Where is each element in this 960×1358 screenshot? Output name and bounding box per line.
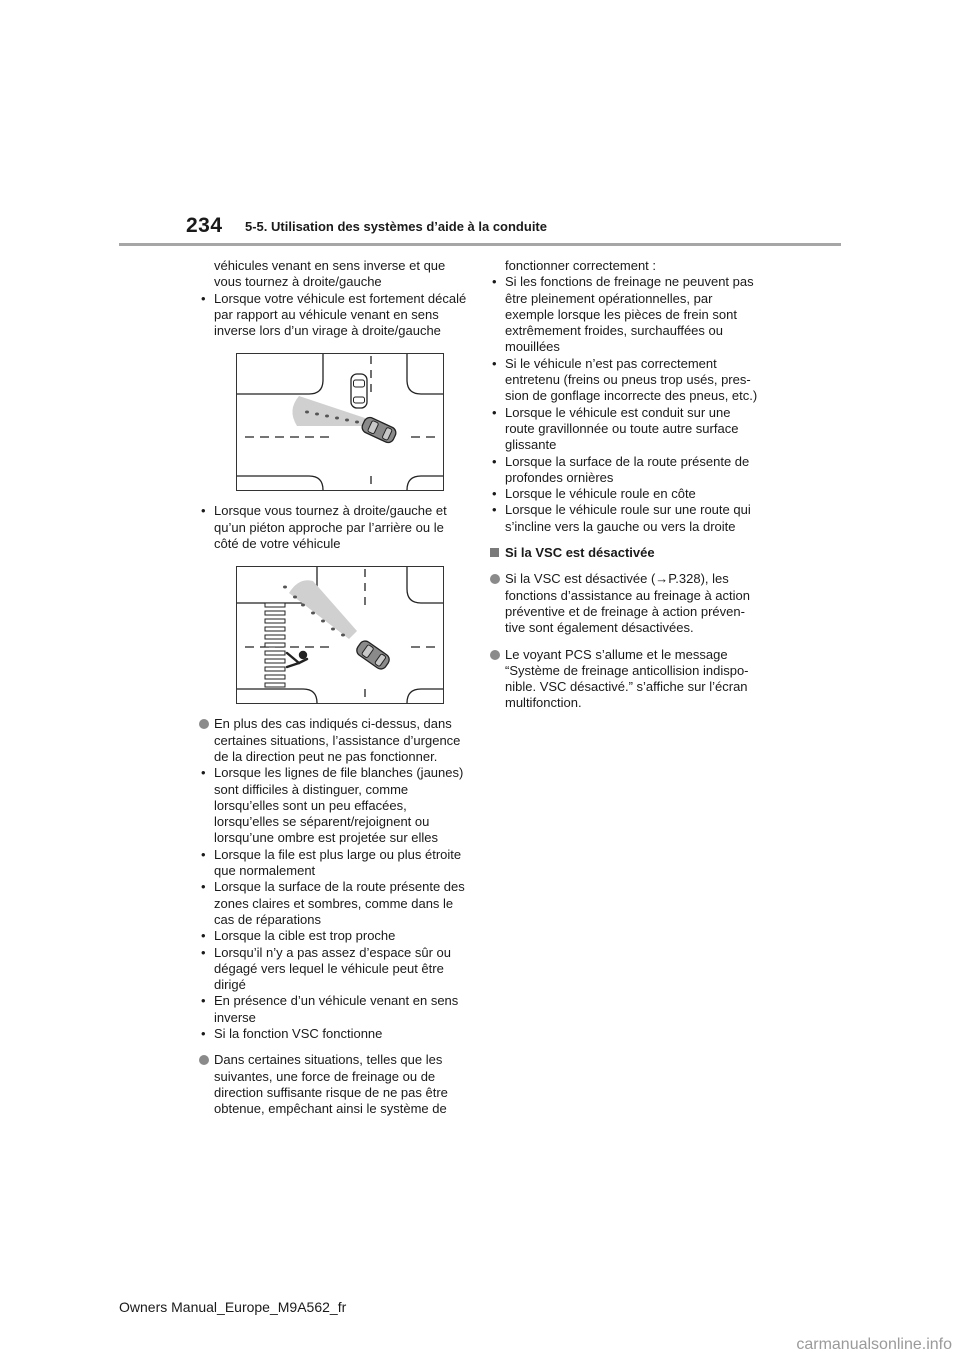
list-item: • Lorsque le véhicule roule en côte <box>492 486 696 502</box>
bullet-dot-icon: • <box>492 486 497 502</box>
bullet-dot-icon: • <box>492 274 497 290</box>
list-item: • Lorsque la file est plus large ou plus étroite que normalement <box>201 846 462 879</box>
pedestrian-crossing-diagram <box>237 567 443 703</box>
bullet-dot-icon: • <box>201 503 206 519</box>
bullet-dot-icon: • <box>492 404 497 420</box>
bullet-dot-icon: • <box>201 290 206 306</box>
header-rule <box>119 243 841 246</box>
bullet-dot-icon: • <box>201 993 206 1009</box>
page-number: 234 <box>186 214 223 237</box>
bullet-dot-icon: • <box>201 944 206 960</box>
list-item: • Lorsque les lignes de file blanches (jaunes) sont difficiles à distinguer, comme lorsqu’elles sont un peu effacées, lorsqu’elles se séparent/rejoignent ou lorsqu’une ombre est projetée sur elles <box>201 765 464 846</box>
intersection-turn-diagram <box>237 354 443 490</box>
intro-continuation: véhicules venant en sens inverse et que vous tournez à droite/gauche <box>214 258 446 290</box>
footer-manual-id: Owners Manual_Europe_M9A562_fr <box>119 1299 347 1315</box>
list-item: • Lorsque la surface de la route présente de profondes ornières <box>492 453 750 485</box>
left-column <box>199 258 471 1118</box>
bullet-dot-icon: • <box>201 846 206 862</box>
list-item: • En présence d’un véhicule venant en sens inverse <box>201 993 459 1025</box>
list-item: • Si le véhicule n’est pas correctement entretenu (freins ou pneus trop usés, pres-sion de gonflage incorrecte des pneus, etc.) <box>492 355 758 404</box>
list-item: • Lorsqu’il n’y a pas assez d’espace sûr ou dégagé vers lequel le véhicule peut être dirigé <box>201 944 452 993</box>
pedestrian-icon <box>287 652 307 667</box>
list-item: • Si les fonctions de freinage ne peuvent pas être pleinement opérationnelles, par exemple lorsque les pièces de frein sont extrêmement froides, surchauffées ou mouillées <box>492 274 754 355</box>
list-item: Dans certaines situations, telles que les suivantes, une force de freinage ou de direction suffisante risque de ne pas être obtenue, empêchant ainsi le système de <box>199 1052 471 1117</box>
list-item: • Lorsque la surface de la route présente des zones claires et sombres, comme dans le cas de réparations <box>201 879 465 927</box>
list-item: • Lorsque la cible est trop proche <box>201 928 396 944</box>
vsc-heading: Si la VSC est désactivée <box>490 545 762 561</box>
section-title: 5-5. Utilisation des systèmes d’aide à la conduite <box>245 219 547 234</box>
bullet-dot-icon: • <box>492 355 497 371</box>
list-item: • Si la fonction VSC fonctionne <box>201 1026 383 1042</box>
bullet-dot-icon: • <box>492 453 497 469</box>
bullet-dot-icon: • <box>492 502 497 518</box>
list-item: • Lorsque le véhicule est conduit sur une route gravillonnée ou toute autre surface glissante <box>492 404 739 453</box>
bullet-dot-icon: • <box>201 879 206 895</box>
circle-bullet-icon <box>490 574 500 584</box>
square-bullet-icon <box>490 548 499 557</box>
page-header <box>0 0 960 250</box>
circle-bullet-icon <box>199 719 209 729</box>
list-item: • Lorsque le véhicule roule sur une route qui s’incline vers la gauche ou vers la droite <box>492 502 751 534</box>
bullet-dot-icon: • <box>201 928 206 944</box>
watermark: carmanualsonline.info <box>796 1336 952 1353</box>
continuation-text: fonctionner correctement : <box>505 258 657 273</box>
circle-bullet-icon <box>490 650 500 660</box>
list-item: • Lorsque votre véhicule est fortement décalé par rapport au véhicule venant en sens inverse lors d’un virage à droite/gauche <box>201 290 467 339</box>
list-item: Le voyant PCS s’allume et le message “Système de freinage anticollision indispo-nible. VSC désactivé.” s’affiche sur l’écran multifonction. <box>490 647 762 712</box>
pedestrian-turn-illustration <box>236 566 444 704</box>
oncoming-vehicle-turn-illustration <box>236 353 444 491</box>
circle-bullet-icon <box>199 1055 209 1065</box>
list-item: • Lorsque vous tournez à droite/gauche et qu’un piéton approche par l’arrière ou le côté de votre véhicule <box>201 503 447 552</box>
list-item: En plus des cas indiqués ci-dessus, dans certaines situations, l’assistance d’urgence de la direction peut ne pas fonctionner. <box>199 716 471 765</box>
right-column <box>490 258 762 712</box>
list-item: Si la VSC est désactivée (→P.328), les fonctions d’assistance au freinage à action préventive et de freinage à action préven-tive sont également désactivées. <box>490 571 762 636</box>
bullet-dot-icon: • <box>201 765 206 781</box>
bullet-dot-icon: • <box>201 1026 206 1042</box>
